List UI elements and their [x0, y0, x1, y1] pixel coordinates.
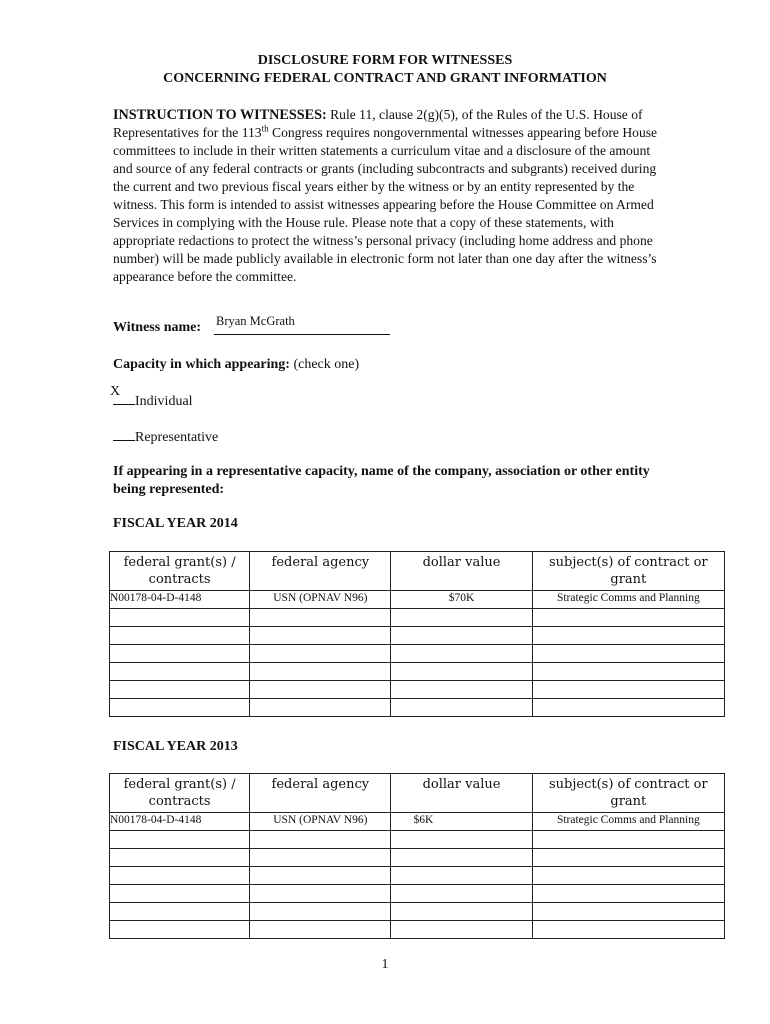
table-header-row — [110, 774, 725, 813]
empty-cell[interactable] — [532, 699, 724, 717]
table-row — [110, 663, 725, 681]
empty-cell[interactable] — [110, 645, 250, 663]
empty-cell[interactable] — [250, 645, 391, 663]
empty-cell[interactable] — [391, 645, 532, 663]
page-number: 1 — [381, 957, 389, 972]
cell-agency[interactable]: USN (OPNAV N96) — [250, 813, 391, 831]
empty-cell[interactable] — [391, 681, 532, 699]
empty-cell[interactable] — [110, 885, 250, 903]
table-row — [110, 699, 725, 717]
individual-checkbox[interactable] — [110, 384, 135, 405]
representative-checkbox[interactable] — [113, 428, 135, 441]
empty-cell[interactable] — [391, 663, 532, 681]
table-row — [110, 921, 725, 939]
cell-contract[interactable]: N00178-04-D-4148 — [110, 813, 250, 831]
cell-value[interactable]: $70K — [391, 591, 532, 609]
witness-name-label: Witness name: — [113, 320, 202, 335]
empty-cell[interactable] — [250, 627, 391, 645]
header-subject: subject(s) of contract or grant — [532, 774, 724, 813]
fiscal-year-2014-heading: FISCAL YEAR 2014 — [113, 516, 238, 531]
empty-cell[interactable] — [532, 921, 724, 939]
form-title-line2: CONCERNING FEDERAL CONTRACT AND GRANT INFORMATION — [163, 71, 607, 86]
empty-cell[interactable] — [110, 627, 250, 645]
representative-label: Representative — [135, 430, 219, 445]
empty-cell[interactable] — [532, 645, 724, 663]
empty-cell[interactable] — [391, 867, 532, 885]
empty-cell[interactable] — [110, 921, 250, 939]
empty-cell[interactable] — [250, 921, 391, 939]
option-individual[interactable] — [110, 384, 193, 410]
cell-subject[interactable]: Strategic Comms and Planning — [532, 591, 724, 609]
empty-cell[interactable] — [532, 627, 724, 645]
empty-cell[interactable] — [110, 663, 250, 681]
empty-cell[interactable] — [250, 663, 391, 681]
empty-cell[interactable] — [110, 681, 250, 699]
empty-cell[interactable] — [532, 681, 724, 699]
table-row — [110, 885, 725, 903]
witness-name-field[interactable]: Bryan McGrath — [216, 314, 295, 328]
empty-cell[interactable] — [250, 885, 391, 903]
table-row — [110, 813, 725, 831]
header-grants-contracts: federal grant(s) / contracts — [110, 774, 250, 813]
table-row — [110, 645, 725, 663]
cell-value[interactable]: $6K — [391, 813, 532, 831]
fiscal-year-2013-heading: FISCAL YEAR 2013 — [113, 739, 238, 754]
empty-cell[interactable] — [250, 867, 391, 885]
empty-cell[interactable] — [250, 609, 391, 627]
empty-cell[interactable] — [391, 627, 532, 645]
table-row — [110, 681, 725, 699]
empty-cell[interactable] — [110, 699, 250, 717]
empty-cell[interactable] — [532, 885, 724, 903]
representative-entity-question: If appearing in a representative capacity, name of the company, association or other entity being represented: — [113, 464, 650, 497]
instructions-superscript: th — [261, 123, 269, 134]
option-representative[interactable] — [113, 428, 218, 446]
empty-cell[interactable] — [391, 609, 532, 627]
empty-cell[interactable] — [532, 663, 724, 681]
instructions-text-part2: Congress requires nongovernmental witnesses appearing before House committees to include in their written statements a curriculum vitae and a disclosure of the amount and source of any federal contracts or grants (including subcontracts and subgrants) received during the current and two previous fiscal years either by the witness or by an entity represented by the witness. This form is intended to assist witnesses appearing before the House Committee on Armed Services in complying with the House rule. Please note that a copy of these statements, with appropriate redactions to protect the witness’s personal privacy (including home address and phone number) will be made publicly available in electronic form not later than one day after the witness’s appearance before the committee. — [113, 125, 658, 284]
header-federal-agency: federal agency — [250, 774, 391, 813]
header-federal-agency: federal agency — [250, 552, 391, 591]
empty-cell[interactable] — [250, 849, 391, 867]
empty-cell[interactable] — [250, 831, 391, 849]
instructions-text-part1: Rule 11, clause 2(g)(5), of the Rules of the U.S. House of Representatives for the 113 — [113, 107, 643, 140]
table-header-row — [110, 552, 725, 591]
table-row — [110, 591, 725, 609]
cell-subject[interactable]: Strategic Comms and Planning — [532, 813, 724, 831]
individual-label: Individual — [135, 394, 193, 409]
empty-cell[interactable] — [532, 849, 724, 867]
header-dollar-value: dollar value — [391, 774, 532, 813]
empty-cell[interactable] — [110, 867, 250, 885]
empty-cell[interactable] — [391, 903, 532, 921]
instructions-heading: INSTRUCTION TO WITNESSES: — [113, 107, 327, 123]
empty-cell[interactable] — [250, 681, 391, 699]
empty-cell[interactable] — [110, 849, 250, 867]
empty-cell[interactable] — [532, 903, 724, 921]
table-row — [110, 849, 725, 867]
capacity-question — [113, 357, 359, 373]
header-grants-contracts: federal grant(s) / contracts — [110, 552, 250, 591]
header-subject: subject(s) of contract or grant — [532, 552, 724, 591]
fy2014-table — [109, 551, 725, 717]
form-title-line1: DISCLOSURE FORM FOR WITNESSES — [257, 53, 513, 68]
empty-cell[interactable] — [110, 903, 250, 921]
header-dollar-value: dollar value — [391, 552, 532, 591]
table-row — [110, 831, 725, 849]
table-row — [110, 867, 725, 885]
witness-name-line — [214, 334, 390, 335]
empty-cell[interactable] — [391, 831, 532, 849]
cell-agency[interactable]: USN (OPNAV N96) — [250, 591, 391, 609]
empty-cell[interactable] — [110, 831, 250, 849]
empty-cell[interactable] — [250, 699, 391, 717]
empty-cell[interactable] — [391, 921, 532, 939]
empty-cell[interactable] — [532, 867, 724, 885]
empty-cell[interactable] — [391, 849, 532, 867]
capacity-hint: (check one) — [289, 357, 360, 372]
empty-cell[interactable] — [391, 885, 532, 903]
capacity-label: Capacity in which appearing: — [113, 357, 290, 372]
table-row — [110, 609, 725, 627]
empty-cell[interactable] — [110, 609, 250, 627]
table-row — [110, 903, 725, 921]
empty-cell[interactable] — [532, 609, 724, 627]
table-row — [110, 627, 725, 645]
instructions-paragraph — [113, 106, 658, 286]
fy2013-table — [109, 773, 725, 939]
empty-cell[interactable] — [391, 699, 532, 717]
cell-contract[interactable]: N00178-04-D-4148 — [110, 591, 250, 609]
empty-cell[interactable] — [532, 831, 724, 849]
individual-check-mark: X — [110, 384, 121, 399]
empty-cell[interactable] — [250, 903, 391, 921]
